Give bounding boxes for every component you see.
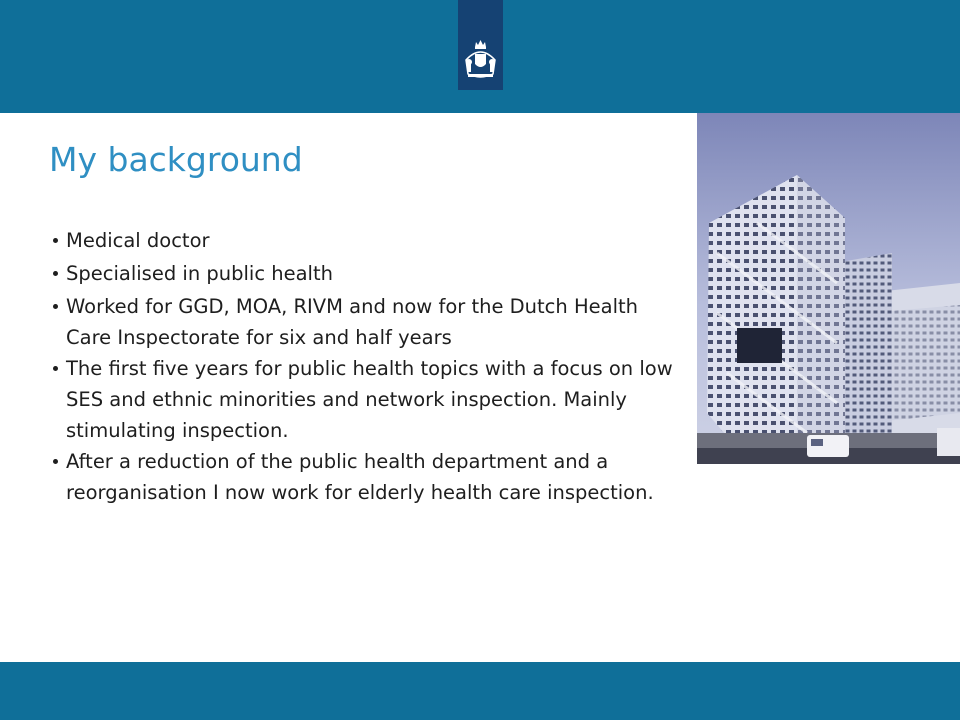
bullet-text: Specialised in public health (66, 262, 333, 285)
royal-coat-of-arms-icon (458, 0, 503, 90)
bullet-dot (53, 304, 58, 309)
slide-title: My background (49, 140, 303, 179)
bullet-dot (53, 271, 58, 276)
bullet-item (48, 225, 678, 256)
bullet-list (48, 225, 678, 508)
bullet-text: Worked for GGD, MOA, RIVM and now for the Dutch Health Care Inspectorate for six and half years (66, 295, 638, 349)
bullet-dot (53, 238, 58, 243)
bullet-text: Medical doctor (66, 229, 210, 252)
bullet-dot (53, 366, 58, 371)
footer-band (0, 662, 960, 720)
government-logo (458, 0, 503, 90)
bullet-item (48, 446, 678, 508)
bullet-item (48, 258, 678, 289)
bullet-text: The first five years for public health topics with a focus on low SES and ethnic minorities and network inspection. Mainly stimulating inspection. (66, 357, 673, 442)
bullet-item (48, 291, 678, 353)
bullet-dot (53, 459, 58, 464)
bullet-item (48, 353, 678, 446)
office-buildings-photo (697, 113, 960, 464)
bullet-text: After a reduction of the public health department and a reorganisation I now work for elderly health care inspection. (66, 450, 654, 504)
